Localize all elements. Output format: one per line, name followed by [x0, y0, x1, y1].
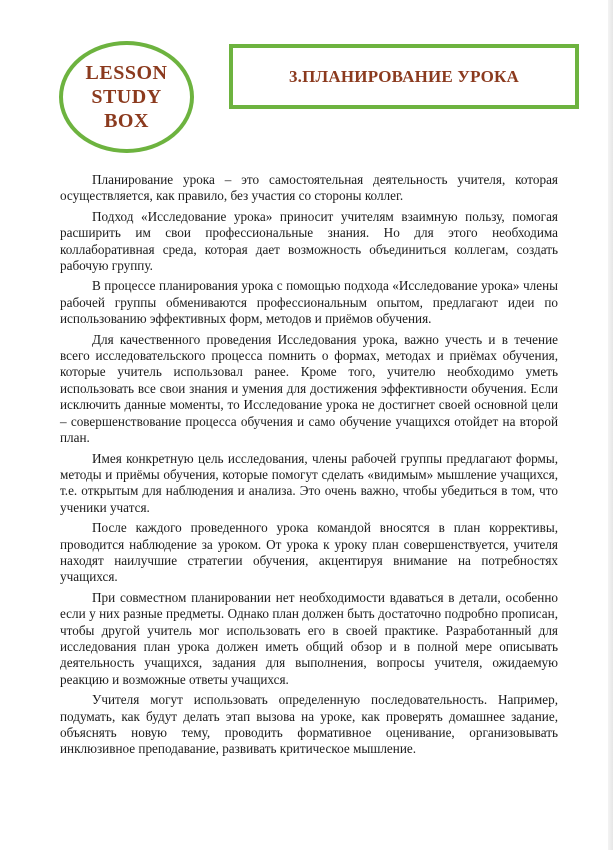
- paragraph: Для качественного проведения Исследования урока, важно учесть и в течение всего исследовательского процесса помнить о формах, методах и приёмах обучения, которые учитель использовал ранее. Кроме того, учителю необходимо уметь использовать все свои знания и умения для достижения эффективности обучения. Если исключить данные моменты, то Исследование урока не достигнет своей основной цели – совершенствование процесса обучения и само обучение учащихся отойдет на второй план.: [60, 331, 558, 446]
- paragraph: Учителя могут использовать определенную последовательность. Например, подумать, как будут делать этап вызова на уроке, как проверять домашнее задание, объяснять новую тему, проводить формативное оценивание, организовывать инклюзивное преподавание, развивать критическое мышление.: [60, 692, 558, 757]
- logo-line-3: BOX: [104, 110, 149, 132]
- page-edge: [608, 0, 613, 850]
- paragraph: В процессе планирования урока с помощью подхода «Исследование урока» члены рабочей группы обмениваются профессиональным опытом, предлагают идеи по использованию эффективных форм, методов и приёмов обучения.: [60, 278, 558, 327]
- paragraph: Подход «Исследование урока» приносит учителям взаимную пользу, помогая расширить им свои профессиональные знания. Но для этого необходима коллаборативная среда, которая дает возможность объединиться коллегам, создать рабочую группу.: [60, 208, 558, 274]
- section-title: 3.ПЛАНИРОВАНИЕ УРОКА: [288, 66, 520, 86]
- paragraph: Имея конкретную цель исследования, члены рабочей группы предлагают формы, методы и приёмы обучения, которые помогут сделать «видимым» мышление учащихся, т.е. открытым для наблюдения и анализа. Это очень важно, чтобы убедиться в том, что ученики учатся.: [60, 450, 558, 515]
- paragraph: При совместном планировании нет необходимости вдаваться в детали, особенно если у них разные предметы. Однако план должен быть достаточно подробно прописан, чтобы другой учитель мог использовать его в своей практике. Разработанный для исследования план урока должен иметь общий обзор и в полной мере описывать деятельность учащихся, задания для выполнения, вопросы учителя, ожидаемую реакцию и возможные ответы учащихся.: [60, 589, 558, 687]
- paragraph: После каждого проведенного урока командой вносятся в план коррективы, проводится наблюдение за уроком. От урока к уроку план совершенствуется, учителя находят наилучшие стратегии обучения, акцентируя внимание на потребностях учащихся.: [60, 520, 558, 585]
- document-body: [60, 172, 558, 762]
- logo-line-2: STUDY: [91, 86, 162, 108]
- paragraph: Планирование урока – это самостоятельная деятельность учителя, которая осуществляется, как правило, без участия со стороны коллег.: [60, 172, 558, 204]
- logo-line-1: LESSON: [85, 62, 168, 84]
- section-title-box: [229, 44, 579, 109]
- lesson-study-box-logo: [59, 41, 194, 153]
